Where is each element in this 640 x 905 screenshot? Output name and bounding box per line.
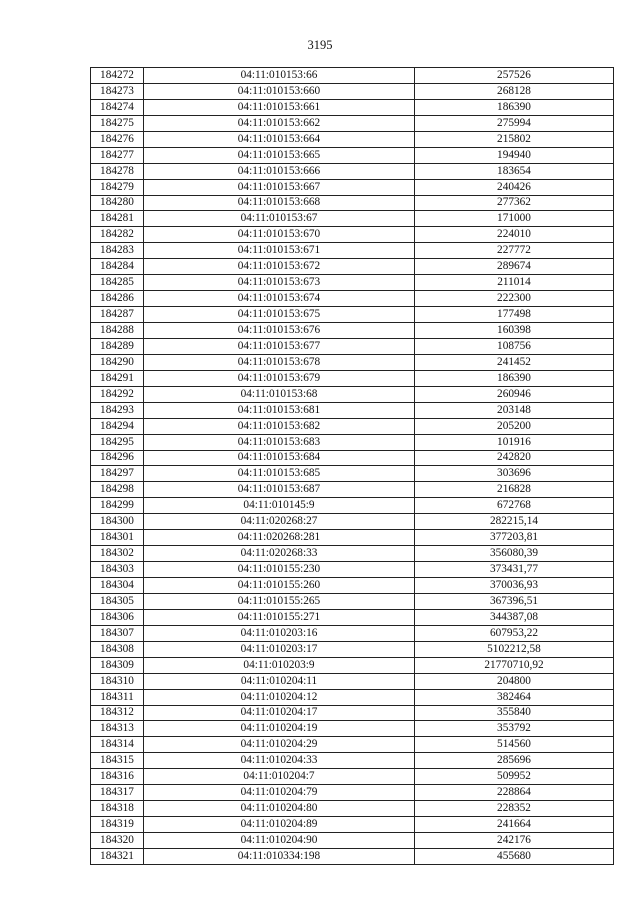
table-row: [91, 115, 614, 131]
cadastral-number-cell: 04:11:010203:17: [144, 641, 415, 657]
value-cell: 203148: [415, 402, 614, 418]
cadastral-number-cell: 04:11:010204:19: [144, 721, 415, 737]
value-cell: 241664: [415, 817, 614, 833]
value-cell: 211014: [415, 275, 614, 291]
cadastral-number-cell: 04:11:010153:668: [144, 195, 415, 211]
value-cell: 215802: [415, 131, 614, 147]
cadastral-number-cell: 04:11:010204:80: [144, 801, 415, 817]
value-cell: 509952: [415, 769, 614, 785]
cadastral-number-cell: 04:11:010203:9: [144, 657, 415, 673]
row-number-cell: 184279: [91, 179, 144, 195]
table-row: [91, 546, 614, 562]
value-cell: 227772: [415, 243, 614, 259]
row-number-cell: 184276: [91, 131, 144, 147]
page-number: 3195: [307, 38, 333, 52]
table-row: [91, 370, 614, 386]
row-number-cell: 184310: [91, 673, 144, 689]
value-cell: 370036,93: [415, 578, 614, 594]
cadastral-number-cell: 04:11:010153:665: [144, 147, 415, 163]
value-cell: 205200: [415, 418, 614, 434]
value-cell: 455680: [415, 848, 614, 864]
table-row: [91, 609, 614, 625]
row-number-cell: 184292: [91, 386, 144, 402]
table-row: [91, 721, 614, 737]
table-row: [91, 641, 614, 657]
table-row: [91, 291, 614, 307]
registry-table: [90, 67, 614, 865]
value-cell: 355840: [415, 705, 614, 721]
row-number-cell: 184281: [91, 211, 144, 227]
row-number-cell: 184298: [91, 482, 144, 498]
row-number-cell: 184301: [91, 530, 144, 546]
value-cell: 160398: [415, 323, 614, 339]
cadastral-number-cell: 04:11:010153:687: [144, 482, 415, 498]
row-number-cell: 184305: [91, 593, 144, 609]
row-number-cell: 184284: [91, 259, 144, 275]
row-number-cell: 184288: [91, 323, 144, 339]
value-cell: 356080,39: [415, 546, 614, 562]
table-row: [91, 482, 614, 498]
cadastral-number-cell: 04:11:010153:679: [144, 370, 415, 386]
value-cell: 171000: [415, 211, 614, 227]
value-cell: 108756: [415, 338, 614, 354]
value-cell: 240426: [415, 179, 614, 195]
value-cell: 268128: [415, 83, 614, 99]
cadastral-number-cell: 04:11:010203:16: [144, 625, 415, 641]
row-number-cell: 184277: [91, 147, 144, 163]
table-row: [91, 83, 614, 99]
table-row: [91, 179, 614, 195]
cadastral-number-cell: 04:11:010153:67: [144, 211, 415, 227]
row-number-cell: 184306: [91, 609, 144, 625]
value-cell: 5102212,58: [415, 641, 614, 657]
row-number-cell: 184307: [91, 625, 144, 641]
cadastral-number-cell: 04:11:010153:684: [144, 450, 415, 466]
cadastral-number-cell: 04:11:010204:12: [144, 689, 415, 705]
table-row: [91, 227, 614, 243]
cadastral-number-cell: 04:11:010153:683: [144, 434, 415, 450]
value-cell: 367396,51: [415, 593, 614, 609]
value-cell: 373431,77: [415, 562, 614, 578]
cadastral-number-cell: 04:11:010204:90: [144, 833, 415, 849]
registry-table-body: [91, 68, 614, 865]
value-cell: 275994: [415, 115, 614, 131]
cadastral-number-cell: 04:11:010153:664: [144, 131, 415, 147]
cadastral-number-cell: 04:11:010204:33: [144, 753, 415, 769]
cadastral-number-cell: 04:11:010153:676: [144, 323, 415, 339]
value-cell: 607953,22: [415, 625, 614, 641]
table-row: [91, 163, 614, 179]
row-number-cell: 184299: [91, 498, 144, 514]
row-number-cell: 184273: [91, 83, 144, 99]
row-number-cell: 184294: [91, 418, 144, 434]
cadastral-number-cell: 04:11:010155:271: [144, 609, 415, 625]
row-number-cell: 184302: [91, 546, 144, 562]
value-cell: 242820: [415, 450, 614, 466]
table-row: [91, 99, 614, 115]
table-row: [91, 450, 614, 466]
cadastral-number-cell: 04:11:010155:230: [144, 562, 415, 578]
table-row: [91, 498, 614, 514]
cadastral-number-cell: 04:11:010204:29: [144, 737, 415, 753]
row-number-cell: 184315: [91, 753, 144, 769]
table-row: [91, 243, 614, 259]
value-cell: 204800: [415, 673, 614, 689]
value-cell: 353792: [415, 721, 614, 737]
row-number-cell: 184318: [91, 801, 144, 817]
cadastral-number-cell: 04:11:010153:660: [144, 83, 415, 99]
value-cell: 101916: [415, 434, 614, 450]
row-number-cell: 184300: [91, 514, 144, 530]
table-row: [91, 737, 614, 753]
row-number-cell: 184282: [91, 227, 144, 243]
row-number-cell: 184293: [91, 402, 144, 418]
value-cell: 344387,08: [415, 609, 614, 625]
cadastral-number-cell: 04:11:010153:678: [144, 354, 415, 370]
table-row: [91, 434, 614, 450]
row-number-cell: 184296: [91, 450, 144, 466]
cadastral-number-cell: 04:11:010153:670: [144, 227, 415, 243]
value-cell: 222300: [415, 291, 614, 307]
cadastral-number-cell: 04:11:010204:11: [144, 673, 415, 689]
value-cell: 672768: [415, 498, 614, 514]
table-row: [91, 195, 614, 211]
cadastral-number-cell: 04:11:010204:7: [144, 769, 415, 785]
table-row: [91, 578, 614, 594]
table-row: [91, 131, 614, 147]
row-number-cell: 184285: [91, 275, 144, 291]
row-number-cell: 184308: [91, 641, 144, 657]
table-row: [91, 801, 614, 817]
table-row: [91, 338, 614, 354]
table-row: [91, 769, 614, 785]
cadastral-number-cell: 04:11:010204:79: [144, 785, 415, 801]
value-cell: 186390: [415, 370, 614, 386]
value-cell: 194940: [415, 147, 614, 163]
row-number-cell: 184313: [91, 721, 144, 737]
table-row: [91, 785, 614, 801]
cadastral-number-cell: 04:11:010153:66: [144, 68, 415, 84]
value-cell: 241452: [415, 354, 614, 370]
table-row: [91, 705, 614, 721]
value-cell: 183654: [415, 163, 614, 179]
table-row: [91, 673, 614, 689]
row-number-cell: 184320: [91, 833, 144, 849]
row-number-cell: 184290: [91, 354, 144, 370]
cadastral-number-cell: 04:11:010334:198: [144, 848, 415, 864]
value-cell: 377203,81: [415, 530, 614, 546]
table-row: [91, 211, 614, 227]
cadastral-number-cell: 04:11:010153:677: [144, 338, 415, 354]
row-number-cell: 184297: [91, 466, 144, 482]
value-cell: 177498: [415, 307, 614, 323]
table-row: [91, 466, 614, 482]
row-number-cell: 184312: [91, 705, 144, 721]
value-cell: 514560: [415, 737, 614, 753]
table-row: [91, 147, 614, 163]
table-row: [91, 689, 614, 705]
row-number-cell: 184286: [91, 291, 144, 307]
table-row: [91, 354, 614, 370]
table-row: [91, 418, 614, 434]
table-row: [91, 817, 614, 833]
cadastral-number-cell: 04:11:010153:674: [144, 291, 415, 307]
table-row: [91, 848, 614, 864]
row-number-cell: 184316: [91, 769, 144, 785]
row-number-cell: 184319: [91, 817, 144, 833]
table-row: [91, 402, 614, 418]
value-cell: 186390: [415, 99, 614, 115]
value-cell: 282215,14: [415, 514, 614, 530]
cadastral-number-cell: 04:11:010153:675: [144, 307, 415, 323]
value-cell: 303696: [415, 466, 614, 482]
table-row: [91, 386, 614, 402]
table-row: [91, 259, 614, 275]
value-cell: 260946: [415, 386, 614, 402]
table-row: [91, 562, 614, 578]
row-number-cell: 184272: [91, 68, 144, 84]
table-row: [91, 753, 614, 769]
value-cell: 242176: [415, 833, 614, 849]
table-row: [91, 275, 614, 291]
row-number-cell: 184295: [91, 434, 144, 450]
table-row: [91, 593, 614, 609]
row-number-cell: 184278: [91, 163, 144, 179]
cadastral-number-cell: 04:11:020268:33: [144, 546, 415, 562]
cadastral-number-cell: 04:11:010153:673: [144, 275, 415, 291]
cadastral-number-cell: 04:11:010153:667: [144, 179, 415, 195]
row-number-cell: 184283: [91, 243, 144, 259]
value-cell: 224010: [415, 227, 614, 243]
cadastral-number-cell: 04:11:010153:68: [144, 386, 415, 402]
value-cell: 228352: [415, 801, 614, 817]
row-number-cell: 184275: [91, 115, 144, 131]
row-number-cell: 184311: [91, 689, 144, 705]
row-number-cell: 184287: [91, 307, 144, 323]
cadastral-number-cell: 04:11:010153:681: [144, 402, 415, 418]
table-row: [91, 833, 614, 849]
row-number-cell: 184303: [91, 562, 144, 578]
cadastral-number-cell: 04:11:010153:666: [144, 163, 415, 179]
value-cell: 289674: [415, 259, 614, 275]
cadastral-number-cell: 04:11:010153:671: [144, 243, 415, 259]
row-number-cell: 184321: [91, 848, 144, 864]
row-number-cell: 184274: [91, 99, 144, 115]
cadastral-number-cell: 04:11:010204:89: [144, 817, 415, 833]
cadastral-number-cell: 04:11:010155:265: [144, 593, 415, 609]
row-number-cell: 184280: [91, 195, 144, 211]
table-row: [91, 657, 614, 673]
cadastral-number-cell: 04:11:020268:27: [144, 514, 415, 530]
value-cell: 228864: [415, 785, 614, 801]
row-number-cell: 184304: [91, 578, 144, 594]
row-number-cell: 184309: [91, 657, 144, 673]
cadastral-number-cell: 04:11:010153:685: [144, 466, 415, 482]
table-row: [91, 68, 614, 84]
row-number-cell: 184289: [91, 338, 144, 354]
table-row: [91, 530, 614, 546]
table-row: [91, 307, 614, 323]
cadastral-number-cell: 04:11:010153:661: [144, 99, 415, 115]
row-number-cell: 184291: [91, 370, 144, 386]
table-row: [91, 323, 614, 339]
cadastral-number-cell: 04:11:020268:281: [144, 530, 415, 546]
table-row: [91, 514, 614, 530]
value-cell: 277362: [415, 195, 614, 211]
cadastral-number-cell: 04:11:010153:662: [144, 115, 415, 131]
row-number-cell: 184314: [91, 737, 144, 753]
value-cell: 21770710,92: [415, 657, 614, 673]
cadastral-number-cell: 04:11:010155:260: [144, 578, 415, 594]
cadastral-number-cell: 04:11:010204:17: [144, 705, 415, 721]
cadastral-number-cell: 04:11:010145:9: [144, 498, 415, 514]
cadastral-number-cell: 04:11:010153:672: [144, 259, 415, 275]
value-cell: 285696: [415, 753, 614, 769]
row-number-cell: 184317: [91, 785, 144, 801]
value-cell: 382464: [415, 689, 614, 705]
value-cell: 216828: [415, 482, 614, 498]
table-row: [91, 625, 614, 641]
cadastral-number-cell: 04:11:010153:682: [144, 418, 415, 434]
value-cell: 257526: [415, 68, 614, 84]
